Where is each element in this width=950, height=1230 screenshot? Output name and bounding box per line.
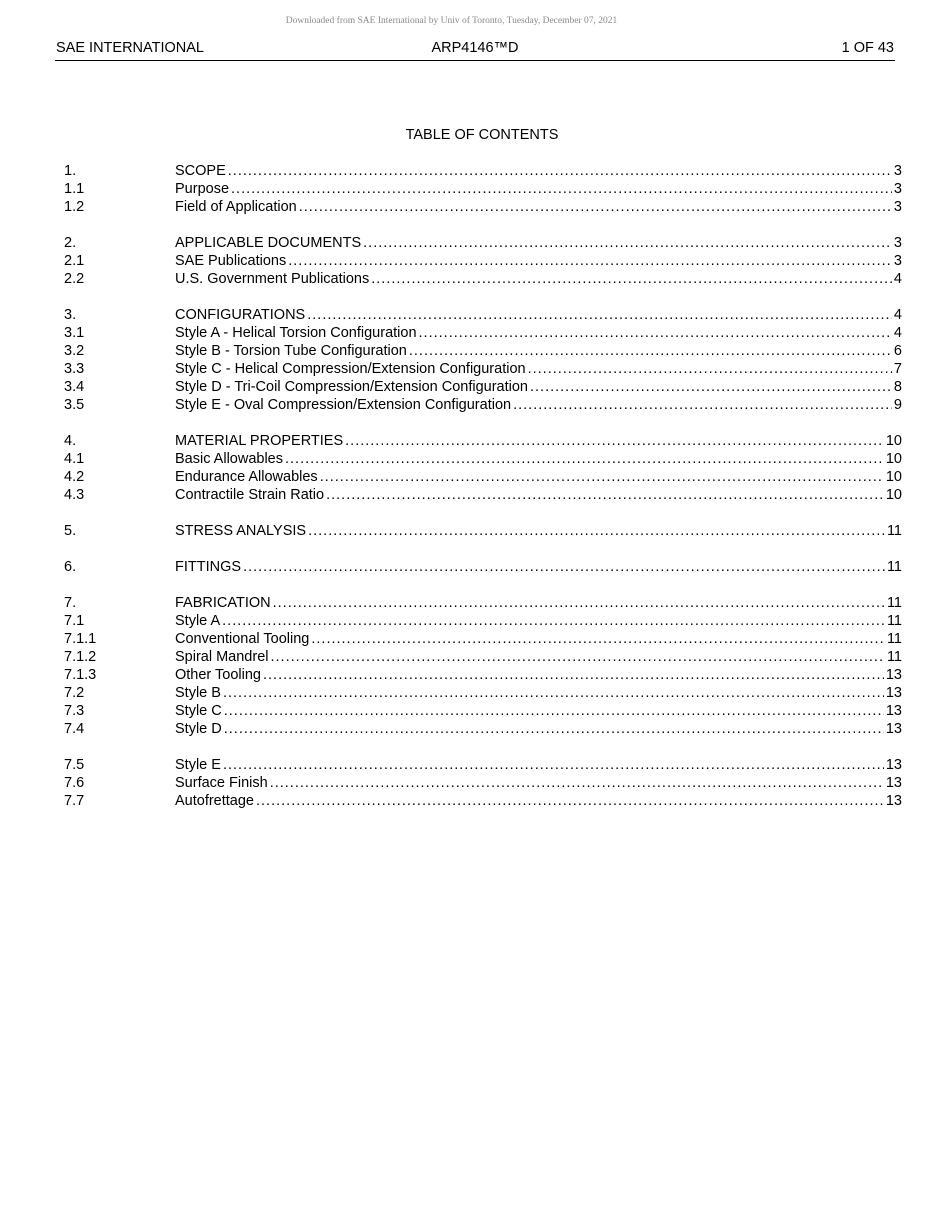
toc-dot-leader bbox=[299, 198, 892, 216]
toc-dot-leader bbox=[345, 432, 884, 450]
toc-dot-leader bbox=[311, 630, 885, 648]
toc-entry-page: 11 bbox=[886, 613, 902, 629]
toc-entry bbox=[64, 306, 902, 324]
toc-entry-page: 11 bbox=[886, 523, 902, 539]
toc-dot-leader bbox=[513, 396, 892, 414]
toc-entry-title: Style D - Tri-Coil Compression/Extension Configuration bbox=[175, 379, 528, 395]
toc-entry-number: 3.4 bbox=[64, 379, 85, 395]
toc-entry-page: 10 bbox=[885, 451, 902, 467]
download-watermark: Downloaded from SAE International by Univ of Toronto, Tuesday, December 07, 2021 bbox=[285, 16, 618, 26]
toc-entry-number: 4.1 bbox=[64, 451, 85, 467]
toc-entry-page: 4 bbox=[893, 307, 902, 323]
toc-entry-number: 5. bbox=[64, 523, 77, 539]
toc-entry-number: 1.1 bbox=[64, 181, 85, 197]
toc-entry bbox=[64, 234, 902, 252]
toc-dot-leader bbox=[285, 450, 884, 468]
toc-entry-title: Contractile Strain Ratio bbox=[175, 487, 325, 503]
toc-entry bbox=[64, 378, 902, 396]
toc-dot-leader bbox=[288, 252, 892, 270]
toc-entry-title: Style A bbox=[175, 613, 221, 629]
toc-entry-title: APPLICABLE DOCUMENTS bbox=[175, 235, 362, 251]
toc-entry-page: 4 bbox=[893, 325, 902, 341]
header-document-number: ARP4146™D bbox=[431, 40, 519, 56]
toc-entry-title: Style D bbox=[175, 721, 222, 737]
toc-entry-page: 13 bbox=[885, 667, 902, 683]
toc-entry-page: 3 bbox=[893, 181, 902, 197]
toc-dot-leader bbox=[307, 306, 892, 324]
toc-entry-number: 7.1.2 bbox=[64, 649, 97, 665]
toc-entry-title: Style C - Helical Compression/Extension Configuration bbox=[175, 361, 526, 377]
toc-entry-number: 7.5 bbox=[64, 757, 85, 773]
toc-entry bbox=[64, 684, 902, 702]
toc-entry-number: 1. bbox=[64, 163, 77, 179]
toc-entry-title: MATERIAL PROPERTIES bbox=[175, 433, 344, 449]
toc-entry-title: FABRICATION bbox=[175, 595, 271, 611]
toc-entry bbox=[64, 396, 902, 414]
toc-entry-number: 3.3 bbox=[64, 361, 85, 377]
header-publisher: SAE INTERNATIONAL bbox=[56, 40, 204, 56]
toc-entry bbox=[64, 792, 902, 810]
toc-entry-page: 3 bbox=[893, 163, 902, 179]
toc-entry-number: 1.2 bbox=[64, 199, 85, 215]
toc-entry bbox=[64, 666, 902, 684]
toc-entry bbox=[64, 630, 902, 648]
toc-entry-title: Purpose bbox=[175, 181, 230, 197]
toc-entry bbox=[64, 594, 902, 612]
toc-dot-leader bbox=[270, 774, 884, 792]
toc-entry-page: 13 bbox=[885, 793, 902, 809]
toc-entry-number: 7.4 bbox=[64, 721, 85, 737]
toc-dot-leader bbox=[256, 792, 884, 810]
toc-entry bbox=[64, 486, 902, 504]
toc-entry-page: 8 bbox=[893, 379, 902, 395]
toc-entry-number: 3.5 bbox=[64, 397, 85, 413]
toc-entry-number: 2. bbox=[64, 235, 77, 251]
toc-entry-page: 11 bbox=[886, 595, 902, 611]
toc-entry bbox=[64, 360, 902, 378]
toc-entry-number: 3.1 bbox=[64, 325, 85, 341]
toc-entry bbox=[64, 702, 902, 720]
toc-dot-leader bbox=[223, 684, 884, 702]
toc-dot-leader bbox=[371, 270, 892, 288]
toc-entry bbox=[64, 756, 902, 774]
toc-entry-page: 11 bbox=[886, 559, 902, 575]
toc-dot-leader bbox=[228, 162, 892, 180]
toc-entry-number: 4. bbox=[64, 433, 77, 449]
toc-entry-page: 13 bbox=[885, 757, 902, 773]
toc-entry bbox=[64, 522, 902, 540]
toc-entry-title: Endurance Allowables bbox=[175, 469, 318, 485]
toc-entry-title: U.S. Government Publications bbox=[175, 271, 370, 287]
toc-entry bbox=[64, 612, 902, 630]
toc-entry-number: 2.1 bbox=[64, 253, 85, 269]
toc-dot-leader bbox=[224, 702, 884, 720]
toc-title: TABLE OF CONTENTS bbox=[405, 127, 559, 143]
toc-dot-leader bbox=[409, 342, 892, 360]
toc-entry-title: Field of Application bbox=[175, 199, 297, 215]
toc-dot-leader bbox=[320, 468, 884, 486]
toc-dot-leader bbox=[528, 360, 892, 378]
toc-dot-leader bbox=[326, 486, 884, 504]
toc-entry-title: Style A - Helical Torsion Configuration bbox=[175, 325, 417, 341]
toc-entry bbox=[64, 324, 902, 342]
running-header bbox=[55, 38, 895, 61]
toc-entry bbox=[64, 342, 902, 360]
toc-entry-title: Style B - Torsion Tube Configuration bbox=[175, 343, 407, 359]
header-page-count: 1 OF 43 bbox=[841, 40, 894, 56]
toc-entry-page: 13 bbox=[885, 775, 902, 791]
toc-entry-page: 10 bbox=[885, 487, 902, 503]
toc-entry bbox=[64, 162, 902, 180]
toc-entry-number: 7. bbox=[64, 595, 77, 611]
toc-dot-leader bbox=[271, 648, 885, 666]
toc-dot-leader bbox=[243, 558, 885, 576]
toc-entry-title: FITTINGS bbox=[175, 559, 242, 575]
toc-entry-number: 6. bbox=[64, 559, 77, 575]
toc-entry-page: 13 bbox=[885, 703, 902, 719]
toc-entry-page: 13 bbox=[885, 721, 902, 737]
toc-dot-leader bbox=[419, 324, 892, 342]
toc-entry bbox=[64, 270, 902, 288]
toc-entry-page: 13 bbox=[885, 685, 902, 701]
toc-dot-leader bbox=[231, 180, 892, 198]
toc-entry-title: Other Tooling bbox=[175, 667, 261, 683]
toc-entry-number: 7.6 bbox=[64, 775, 85, 791]
toc-entry-title: SCOPE bbox=[175, 163, 226, 179]
toc-entry-title: Style C bbox=[175, 703, 222, 719]
toc-entry-page: 6 bbox=[893, 343, 902, 359]
toc-dot-leader bbox=[308, 522, 885, 540]
toc-entry bbox=[64, 180, 902, 198]
toc-entry-page: 11 bbox=[886, 631, 902, 647]
toc-entry-title: Basic Allowables bbox=[175, 451, 283, 467]
toc-entry bbox=[64, 720, 902, 738]
toc-entry-page: 10 bbox=[885, 469, 902, 485]
toc-entry-number: 7.7 bbox=[64, 793, 85, 809]
toc-entry-title: SAE Publications bbox=[175, 253, 287, 269]
toc-entry-title: STRESS ANALYSIS bbox=[175, 523, 307, 539]
toc-dot-leader bbox=[530, 378, 892, 396]
toc-dot-leader bbox=[363, 234, 892, 252]
toc-entry-page: 3 bbox=[893, 199, 902, 215]
toc-entry-number: 3. bbox=[64, 307, 77, 323]
toc-dot-leader bbox=[263, 666, 884, 684]
toc-entry-page: 9 bbox=[893, 397, 902, 413]
toc-entry bbox=[64, 468, 902, 486]
toc-entry-number: 7.1.1 bbox=[64, 631, 97, 647]
toc-entry-number: 7.1.3 bbox=[64, 667, 97, 683]
toc-entry bbox=[64, 558, 902, 576]
toc-entry-number: 4.2 bbox=[64, 469, 85, 485]
toc-entry-title: Style E - Oval Compression/Extension Configuration bbox=[175, 397, 512, 413]
toc-dot-leader bbox=[222, 612, 885, 630]
toc-dot-leader bbox=[224, 720, 884, 738]
toc-entry-page: 11 bbox=[886, 649, 902, 665]
toc-entry-title: Surface Finish bbox=[175, 775, 268, 791]
toc-entry-title: CONFIGURATIONS bbox=[175, 307, 306, 323]
toc-entry-page: 3 bbox=[893, 253, 902, 269]
toc-dot-leader bbox=[223, 756, 884, 774]
toc-entry-title: Style B bbox=[175, 685, 221, 701]
toc-entry-page: 10 bbox=[885, 433, 902, 449]
toc-entry-page: 4 bbox=[893, 271, 902, 287]
toc-entry-title: Spiral Mandrel bbox=[175, 649, 269, 665]
toc-entry-page: 3 bbox=[893, 235, 902, 251]
toc-entry-title: Style E bbox=[175, 757, 221, 773]
toc-entry-number: 7.2 bbox=[64, 685, 85, 701]
toc-entry-number: 2.2 bbox=[64, 271, 85, 287]
toc-entry-title: Autofrettage bbox=[175, 793, 254, 809]
toc-list bbox=[64, 162, 902, 810]
toc-entry-number: 7.1 bbox=[64, 613, 85, 629]
toc-entry bbox=[64, 774, 902, 792]
toc-entry-number: 3.2 bbox=[64, 343, 85, 359]
toc-entry bbox=[64, 432, 902, 450]
toc-entry-number: 7.3 bbox=[64, 703, 85, 719]
toc-entry bbox=[64, 198, 902, 216]
toc-entry bbox=[64, 648, 902, 666]
toc-entry-page: 7 bbox=[893, 361, 902, 377]
toc-entry bbox=[64, 450, 902, 468]
toc-entry-number: 4.3 bbox=[64, 487, 85, 503]
toc-entry-title: Conventional Tooling bbox=[175, 631, 310, 647]
toc-dot-leader bbox=[273, 594, 885, 612]
toc-entry bbox=[64, 252, 902, 270]
